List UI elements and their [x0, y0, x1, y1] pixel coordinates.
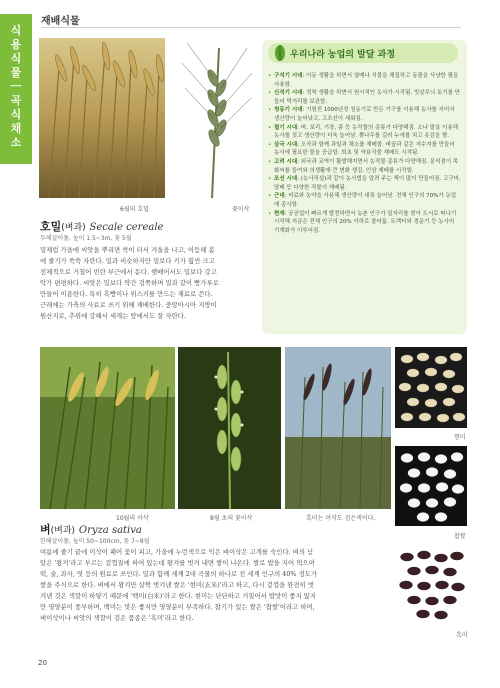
rice-description	[40, 547, 390, 624]
text-line: 근래에는 가축의 사료로 쓰기 위해 재배한다. 중앙아시아 지방이	[40, 301, 217, 309]
text-line: 여름에 줄기 끝에 이삭이 패어 꽃이 피고, 가을에 누런색으로 익은 벼이삭은 고개를 숙인다. 벼의 낟	[40, 548, 314, 556]
item-label: 조선 시대	[274, 176, 298, 183]
list-item	[268, 89, 461, 106]
section-label: 재배식물	[41, 16, 80, 27]
header-divider	[41, 27, 461, 28]
text-line: 만들어 이용한다. 특히 흑빵이나 위스키를 만드는 재료로 쓴다.	[40, 290, 213, 298]
item-label: 철기 시대	[274, 124, 298, 131]
item-label: 근대	[274, 193, 285, 200]
text-line: 알은 '왕겨'라고 부르는 겉껍질에 싸여 있는데 왕겨를 벗겨 내면 쌀이 나온다. 쌀로 밥을 지어 먹으며	[40, 559, 315, 567]
rye-meta: 두해살이풀, 높이 1.5~3m, 꽃 5월	[40, 235, 132, 242]
text-line: 벼이삭이나 씨앗의 색깔이 검은 품종은 '흑미'라고 한다.	[40, 614, 194, 622]
glutinous-rice-caption: 찹쌀	[454, 533, 466, 540]
rice-field-photo	[40, 347, 175, 509]
item-text: : 벼, 보리, 기장, 콩 등 농작물의 종류가 다양해짐. 소나 말을 이용해 농사를 짓고 생산량이 더욱 늘어남. 뽕나무를 길러 누에를 치고 옷감을 짬.	[274, 124, 459, 140]
list-item	[268, 106, 461, 123]
text-line: 원산지로, 추위에 강해서 세계는 땅에서도 잘 자란다.	[40, 312, 186, 320]
glutinous-rice-grain-photo	[395, 446, 467, 526]
rye-spike-caption: 꽃이삭	[232, 206, 250, 213]
black-rice-grain-photo	[395, 545, 467, 625]
black-rice-photo	[285, 347, 391, 509]
rice-name: 벼	[40, 523, 51, 536]
side-tab-label: 식용식물 ㅡ 곡식 채소	[10, 24, 22, 149]
item-text: : 정착 생활을 하면서 원시적인 농사가 시작됨. 빗살무늬 토기를 만들어 먹거리를 보관함.	[274, 90, 460, 105]
rice-field-caption: 10월의 이삭	[116, 515, 149, 522]
text-line: 악가 편평하다. 씨앗은 밀보다 약간 검쭉하며 밀과 같이 빵가루로	[40, 279, 219, 287]
rye-scientific-name: Secale cereale	[89, 222, 164, 233]
rye-field-photo	[39, 38, 165, 198]
item-label: 고려 시대	[274, 158, 298, 165]
item-text: : 기원전 1000년경 청동기로 만든 기구를 이용해 농사를 지어서 생산량이 늘어났고, 고조선이 세워짐.	[274, 107, 455, 122]
item-text: : 오곡과 함께 과일과 채소를 재배함. 벼꿀과 같은 저수지를 만들어 농사에 필요한 물을 공급함. 희초 및 약용식물 재배도 시작됨.	[274, 141, 455, 157]
text-line: 만 영양분이 풍부하며, 백미는 맛은 좋지만 영양분이 부족하다. 찹기가 있는 쌀은 '찹쌀'이라고 하며,	[40, 603, 315, 611]
rice-heading	[40, 521, 142, 537]
item-label: 신석기 시대	[274, 90, 303, 97]
text-line: 쌀을 주식으로 한다. 벼에서 왕겨만 살짝 벗겨낸 쌀은 '현미(玄米)'라고 하고, 다시 겉껍을 완전히 벗	[40, 581, 314, 589]
list-item	[268, 192, 461, 209]
list-item	[268, 175, 461, 192]
box-title: 우리나라 농업의 발달 과정	[290, 50, 396, 60]
item-label: 구석기 시대	[274, 73, 303, 79]
list-item	[268, 72, 461, 89]
rice-flower-caption: 8월 초의 꽃이삭	[210, 515, 253, 522]
rice-scientific-name: Oryza sativa	[78, 525, 142, 536]
list-item	[268, 158, 461, 175]
brown-rice-grain-photo	[395, 347, 467, 428]
black-rice-caption: 흑미는 이삭도 검은색이다.	[306, 515, 376, 522]
item-text: : 이동 생활을 하면서 열매나 식물을 채집하고 동물을 사냥한 필을 사용함.	[274, 73, 459, 88]
list-item	[268, 141, 461, 158]
box-item-list	[268, 72, 461, 235]
rye-description	[40, 245, 256, 322]
text-line: 밀재럼 가을에 씨앗을 뿌리면 싹이 터서 겨울을 나고, 이듬해 봄	[40, 246, 215, 254]
item-text: : 공공업이 빠르게 발전하면서 농촌 인구가 일자리를 찾아 도시로 떠나기 시작해 지금은 전체 인구의 20% 이하로 줄어듦. 트랙터와 경운기 등 농사의 기계화가 이루어짐.	[274, 210, 457, 234]
rice-flower-photo	[178, 347, 281, 509]
page-number: 20	[38, 659, 47, 667]
leaf-icon	[272, 44, 288, 66]
brown-rice-caption: 현미	[454, 434, 466, 441]
rye-heading	[40, 218, 163, 234]
text-line: 겨낸 것은 색깔이 하얗기 때문에 '백미(白米)'라고 한다. 현미는 단단하고 거칠어서 밥맛이 좋지 않지	[40, 592, 317, 600]
list-item	[268, 210, 461, 236]
text-line: 전체적으로 거칠어 빈란 부근에서 돋다. 햇배어서도 밀보다 강고	[40, 268, 217, 276]
list-item	[268, 124, 461, 141]
item-label: 현재	[274, 210, 285, 217]
item-label: 삼국 시대	[274, 141, 298, 148]
rice-meta: 한해살이풀, 높이 50~100cm, 꽃 7~8월	[40, 538, 150, 545]
rye-family: (벼과)	[61, 223, 86, 233]
item-text: : 외국과 교역이 활발해지면서 농작물 종류가 다양해짐. 문익점이 목화씨를 들여와 의생활에 큰 변화 생김. 인삼 재배를 시작함.	[274, 158, 459, 174]
rye-spike-photo	[167, 38, 256, 198]
item-label: 청동기 시대	[274, 107, 303, 114]
rye-field-caption: 6월의 호밀	[120, 206, 149, 213]
rice-family: (벼과)	[50, 526, 76, 536]
item-text: : (농사직설)과 같이 농사법을 알려 주는 책이 많이 만들어짐. 고구마, 담배 등 다양한 작물이 재배됨.	[274, 176, 461, 191]
rye-name: 호밀	[40, 220, 62, 233]
text-line: 에 줄기가 쑥쑥 자란다. 밀과 비슷하지만 밀보다 키가 훨씬 크고	[40, 257, 215, 265]
black-rice-grain-caption: 흑미	[456, 632, 468, 639]
item-text: : 비료와 농약을 사용해 생산량이 대폭 늘어남. 전체 인구의 70%가 농업에 종사함.	[274, 193, 457, 208]
text-line: 떡, 술, 과자, 엿 등의 원료로 쓰인다. 밀과 함께 세계 2대 곡물의 하나로 전 세계 인구의 40% 정도가	[40, 570, 317, 578]
